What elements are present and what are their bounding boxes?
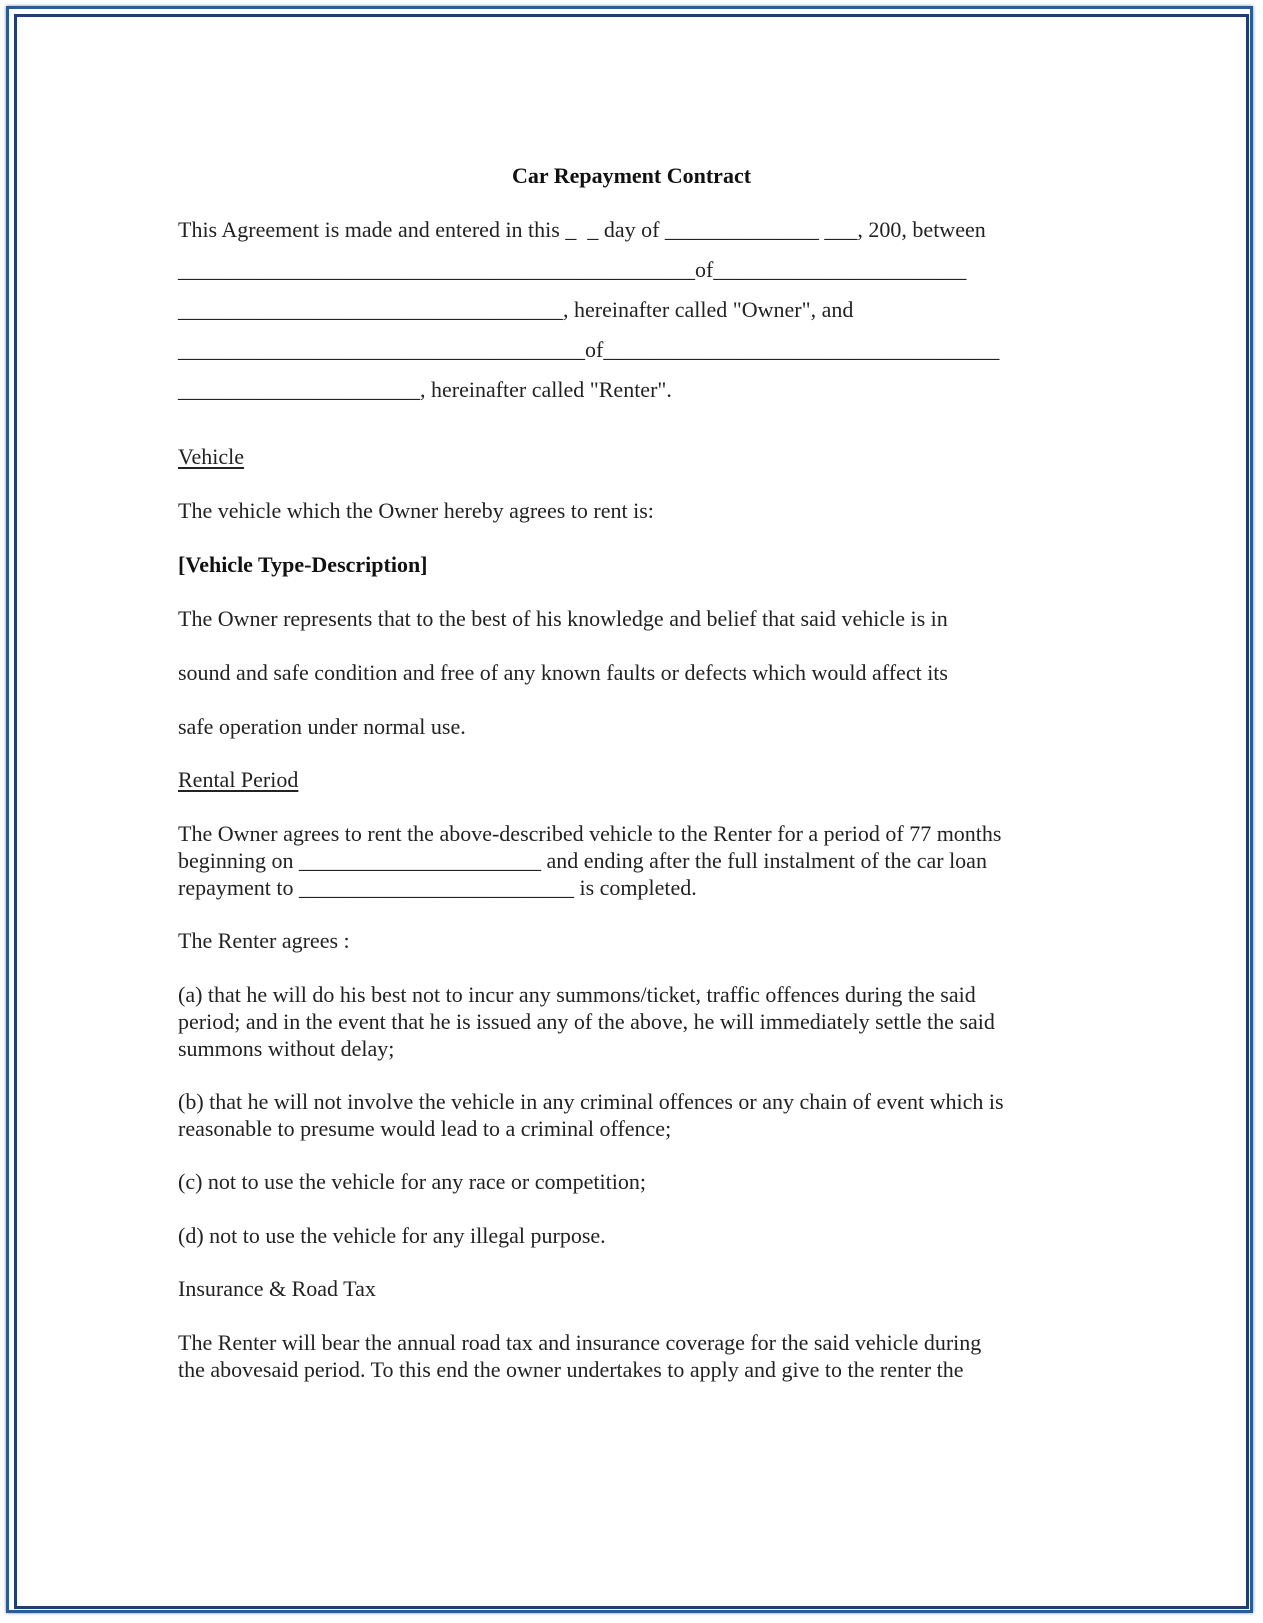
insurance-line-2: the abovesaid period. To this end the owner undertakes to apply and give to the renter the (178, 1357, 964, 1382)
rental-period-line-3: repayment to _________________________ is completed. (178, 875, 697, 900)
clause-d: (d) not to use the vehicle for any illegal purpose. (178, 1223, 606, 1248)
clause-c: (c) not to use the vehicle for any race or competition; (178, 1169, 646, 1194)
vehicle-heading: Vehicle (178, 444, 244, 469)
document-title: Car Repayment Contract (511, 163, 752, 188)
vehicle-representation-line-2: sound and safe condition and free of any known faults or defects which would affect its (178, 660, 948, 685)
preamble-line-4: _____________________________________of____________________________________ (178, 337, 1000, 362)
document-page (20, 20, 1243, 1603)
preamble-line-2: _______________________________________________of_______________________ (178, 257, 967, 282)
vehicle-type-placeholder: [Vehicle Type-Description] (178, 552, 428, 577)
rental-period-line-1: The Owner agrees to rent the above-described vehicle to the Renter for a period of 77 months (178, 821, 1002, 846)
rental-period-line-2: beginning on ______________________ and ending after the full instalment of the car loan (178, 848, 987, 873)
vehicle-representation-line-3: safe operation under normal use. (178, 714, 466, 739)
clause-a-line-3: summons without delay; (178, 1036, 395, 1061)
preamble-line-1: This Agreement is made and entered in this _ _ day of ______________ ___, 200, between (178, 217, 986, 242)
insurance-heading: Insurance & Road Tax (178, 1276, 376, 1301)
renter-agrees-heading: The Renter agrees : (178, 928, 350, 953)
clause-a-line-1: (a) that he will do his best not to incur any summons/ticket, traffic offences during the said (178, 982, 976, 1007)
vehicle-representation-line-1: The Owner represents that to the best of his knowledge and belief that said vehicle is in (178, 606, 948, 631)
clause-b-line-1: (b) that he will not involve the vehicle in any criminal offences or any chain of event which is (178, 1089, 1004, 1114)
vehicle-intro: The vehicle which the Owner hereby agrees to rent is: (178, 498, 654, 523)
clause-a-line-2: period; and in the event that he is issued any of the above, he will immediately settle the said (178, 1009, 995, 1034)
clause-b-line-2: reasonable to presume would lead to a criminal offence; (178, 1116, 672, 1141)
rental-period-heading: Rental Period (178, 767, 299, 792)
insurance-line-1: The Renter will bear the annual road tax and insurance coverage for the said vehicle during (178, 1330, 982, 1355)
preamble-line-3: ___________________________________, hereinafter called "Owner", and (178, 297, 854, 322)
preamble-line-5: ______________________, hereinafter called "Renter". (178, 377, 672, 402)
